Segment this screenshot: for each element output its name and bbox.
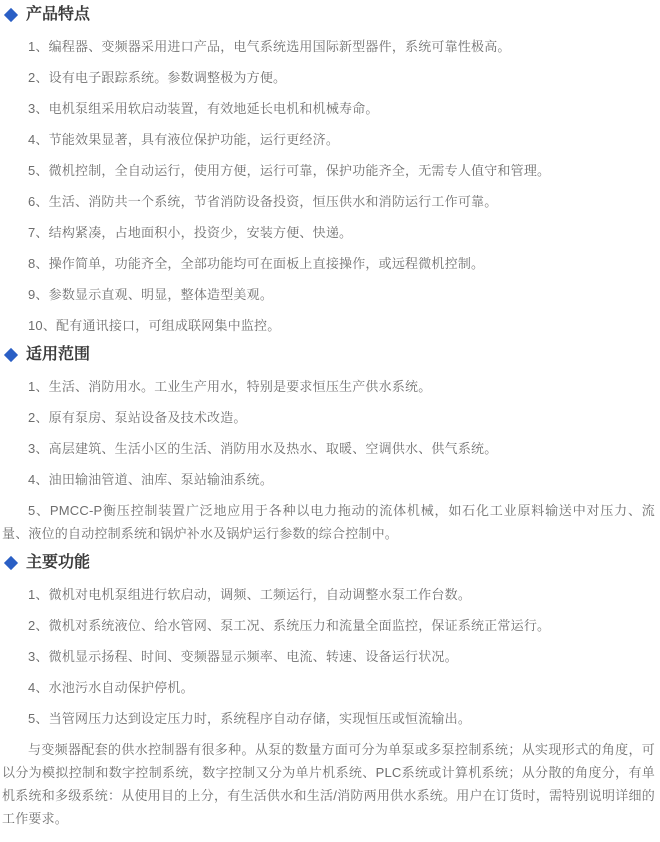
- section-title: 适用范围: [26, 346, 91, 363]
- list-item: 5、当管网压力达到设定压力时，系统程序自动存储，实现恒压或恒流输出。: [28, 711, 472, 726]
- list-item: 1、微机对电机泵组进行软启动，调频、工频运行，自动调整水泵工作台数。: [28, 587, 472, 602]
- list-item: 4、水池污水自动保护停机。: [28, 680, 194, 695]
- closing-paragraph: 与变频器配套的供水控制器有很多种。从泵的数量方面可分为单泵或多泵控制系统；从实现形式的角度，可以分为模拟控制和数字控制系统，数字控制又分为单片机系统、PLC系统或计算机系统；从分散的角度分，有单机系统和多级系统：从使用目的上分，有生活供水和生活/消防两用供水系统。用户在订货时，需特别说明详细的工作要求。: [2, 742, 655, 826]
- list-item: 1、编程器、变频器采用进口产品，电气系统选用国际新型器件，系统可靠性极高。: [28, 39, 511, 54]
- section-product-features: [2, 5, 655, 337]
- list-item: 8、操作简单，功能齐全，全部功能均可在面板上直接操作，或远程微机控制。: [28, 256, 485, 271]
- list-item: 2、原有泵房、泵站设备及技术改造。: [28, 410, 247, 425]
- diamond-icon: [4, 8, 18, 22]
- list-item: 5、PMCC-P衡压控制装置广泛地应用于各种以电力拖动的流体机械，如石化工业原料输送中对压力、流量、液位的自动控制系统和锅炉补水及锅炉运行参数的综合控制中。: [2, 503, 655, 541]
- list-item: 2、设有电子跟踪系统。参数调整极为方便。: [28, 70, 287, 85]
- list-item: 3、电机泵组采用软启动装置，有效地延长电机和机械寿命。: [28, 101, 379, 116]
- section-heading: [2, 345, 655, 365]
- list-item: 6、生活、消防共一个系统，节省消防设备投资，恒压供水和消防运行工作可靠。: [28, 194, 498, 209]
- list-item: 10、配有通讯接口，可组成联网集中监控。: [28, 318, 281, 333]
- list-item: 2、微机对系统液位、给水管网、泵工况、系统压力和流量全面监控，保证系统正常运行。: [28, 618, 551, 633]
- list-item: 5、微机控制，全自动运行，使用方便，运行可靠，保护功能齐全，无需专人值守和管理。: [28, 163, 551, 178]
- list-item: 3、微机显示扬程、时间、变频器显示频率、电流、转速、设备运行状况。: [28, 649, 458, 664]
- diamond-icon: [4, 556, 18, 570]
- section-heading: [2, 5, 655, 25]
- list-item: 1、生活、消防用水。工业生产用水，特别是要求恒压生产供水系统。: [28, 379, 432, 394]
- list-item: 3、高层建筑、生活小区的生活、消防用水及热水、取暖、空调供水、供气系统。: [28, 441, 498, 456]
- diamond-icon: [4, 348, 18, 362]
- list-item: 4、油田输油管道、油库、泵站输油系统。: [28, 472, 274, 487]
- list-item: 9、参数显示直观、明显，整体造型美观。: [28, 287, 274, 302]
- list-item: 4、节能效果显著，具有液位保护功能，运行更经济。: [28, 132, 340, 147]
- section-heading: [2, 553, 655, 573]
- section-title: 产品特点: [26, 6, 91, 23]
- section-main-functions: [2, 553, 655, 830]
- section-application-scope: [2, 345, 655, 545]
- list-item: 7、结构紧凑，占地面积小，投资少，安装方便、快递。: [28, 225, 353, 240]
- section-title: 主要功能: [26, 554, 91, 571]
